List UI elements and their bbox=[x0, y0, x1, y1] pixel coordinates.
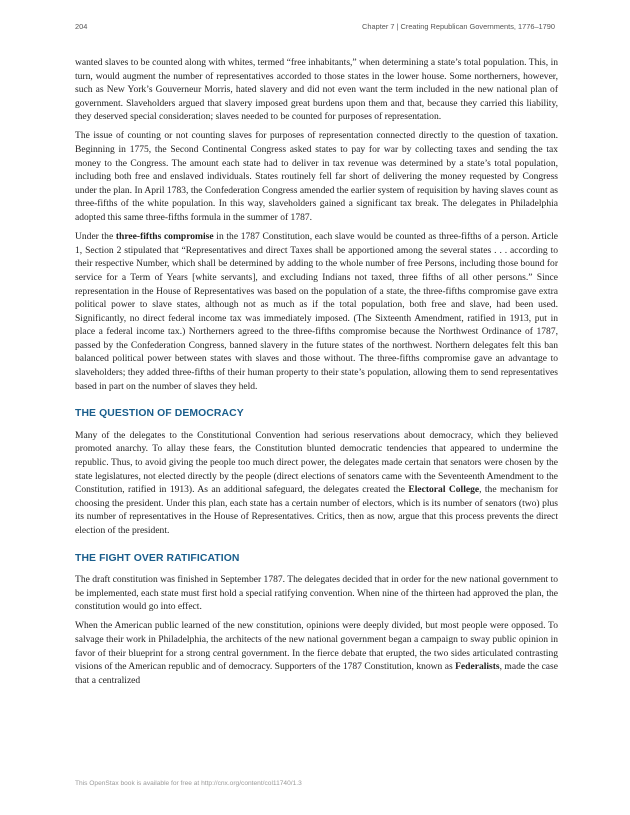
text-run: wanted slaves to be counted along with whites, termed “free inhabitants,” when determining a state’s total population. This, in turn, would augment the number of representatives accorded to those states in the lower house. Some northerners, however, such as New York’s Gouverneur Morris, hated slavery and did not even want the term included in the new national plan of government. Slaveholders argued that slavery imposed great burdens upon them and that, because they carried this liability, they deserved special consideration; slaves needed to be counted for purposes of representation. bbox=[75, 57, 558, 123]
body-paragraph bbox=[75, 573, 558, 614]
key-term: Electoral College bbox=[408, 484, 480, 496]
text-run: , made the case that a centralized bbox=[75, 661, 558, 686]
section-heading-democracy: THE QUESTION OF DEMOCRACY bbox=[75, 408, 244, 420]
text-run: The draft constitution was finished in September 1787. The delegates decided that in order for the new national government to be implemented, each state must first hold a special ratifying convention. When nine of the thirteen had approved the plan, the constitution would go into effect. bbox=[75, 574, 558, 613]
body-paragraph bbox=[75, 56, 558, 124]
page-footer: This OpenStax book is available for free at http://cnx.org/content/col11740/1.3 bbox=[75, 780, 302, 787]
key-term: three-fifths compromise bbox=[115, 231, 214, 243]
section-heading-ratification: THE FIGHT OVER RATIFICATION bbox=[75, 552, 240, 564]
text-run: Under the bbox=[75, 231, 116, 243]
text-run: The issue of counting or not counting slaves for purposes of representation connected directly to the question of taxation. Beginning in 1775, the Second Continental Congress asked states to pay for war by collecting taxes and sending the tax money to the Congress. The amount each state had to deliver in tax revenue was determined by a state’s total population, including both free and enslaved individuals. States routinely fell far short of delivering the money requested by Congress under the plan. In April 1783, the Confederation Congress amended the earlier system of requisition by having slaves count as three-fifths of the white population. In this way, slaveholders gained a significant tax break. The delegates in Philadelphia adopted this same three-fifths formula in the summer of 1787. bbox=[75, 130, 558, 224]
body-paragraph bbox=[75, 429, 558, 538]
text-run: in the 1787 Constitution, each slave would be counted as three-fifths of a person. Article 1, Section 2 stipulated that “Representatives and direct Taxes shall be apportioned among the several states . . . according to their respective Number, which shall be determined by adding to the whole number of free Persons, including those bound for service for a Term of Years [white servants], and excluding Indians not taxed, three fifths of all other persons.” Since representation in the House of Representatives was based on the population of a state, the three-fifths compromise gave extra political power to slave states, although not as much as if the total population, both free and slave, had been used. Significantly, no direct federal income tax was immediately imposed. (The Sixteenth Amendment, ratified in 1913, put in place a federal income tax.) Northerners agreed to the three-fifths compromise because the Northwest Ordinance of 1787, passed by the Confederation Congress, banned slavery in the future states of the northwest. Northern delegates felt this ban balanced political power between states with slaves and those without. The three-fifths compromise gave an advantage to slaveholders; they added three-fifths of their human property to their state’s population, allowing them to send representatives based in part on the number of slaves they held. bbox=[75, 231, 558, 392]
ratification-paragraphs bbox=[75, 573, 558, 687]
body-paragraph bbox=[75, 230, 558, 393]
running-title: Chapter 7 | Creating Republican Governments, 1776–1790 bbox=[362, 22, 555, 31]
body-paragraph bbox=[75, 619, 558, 687]
text-run: Many of the delegates to the Constitutional Convention had serious reservations about democracy, which they believed promoted anarchy. To allay these fears, the Constitution blunted democratic tendencies that appeared to undermine the republic. Thus, to avoid giving the people too much direct power, the delegates made certain that senators were chosen by the state legislatures, not elected directly by the people (direct elections of senators came with the Seventeenth Amendment to the Constitution, ratified in 1913). As an additional safeguard, the delegates created the bbox=[75, 429, 558, 496]
page-number: 204 bbox=[75, 22, 88, 31]
text-run: , the mechanism for choosing the president. Under this plan, each state has a certain number of electors, which is its number of senators (two) plus its number of representatives in the House of Representatives. Critics, then as now, argue that this process prevents the direct election of the president. bbox=[75, 484, 559, 536]
page-header bbox=[75, 22, 555, 36]
intro-paragraphs bbox=[75, 56, 558, 393]
body-content bbox=[75, 56, 558, 693]
text-run: When the American public learned of the new constitution, opinions were deeply divided, but most people were opposed. To salvage their work in Philadelphia, the architects of the new national government began a campaign to sway public opinion in favor of their blueprint for a strong central government. In the fierce debate that erupted, the two sides articulated contrasting visions of the American republic and of democracy. Supporters of the 1787 Constitution, known as bbox=[75, 620, 558, 673]
body-paragraph bbox=[75, 129, 558, 224]
key-term: Federalists bbox=[455, 661, 500, 673]
democracy-paragraphs bbox=[75, 429, 558, 538]
